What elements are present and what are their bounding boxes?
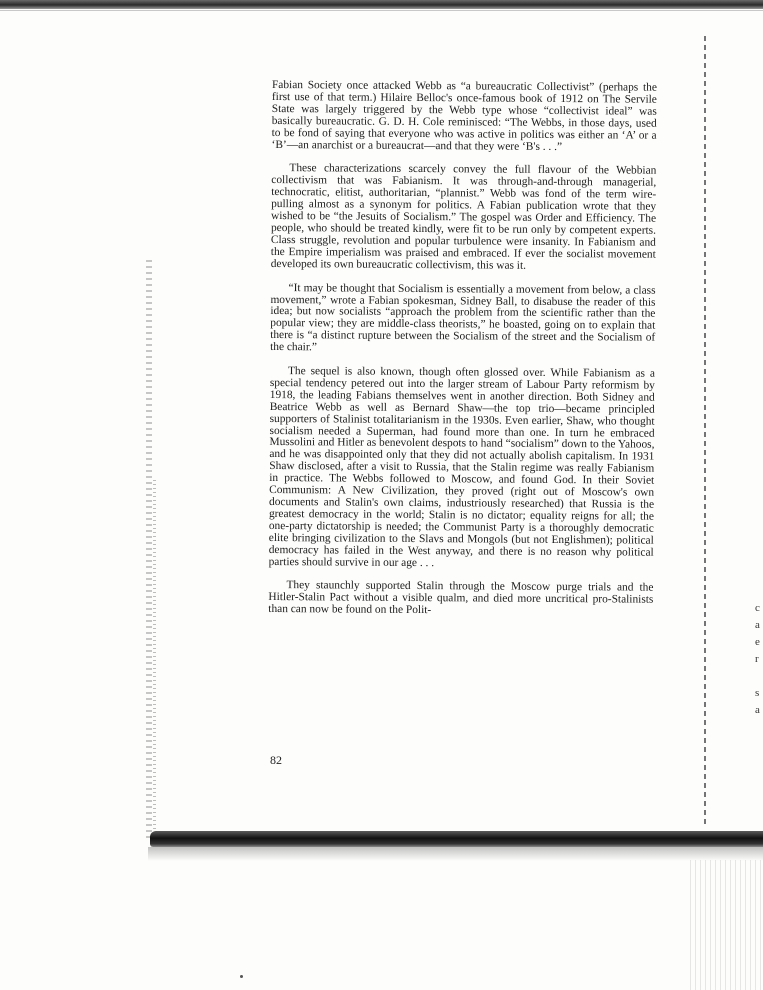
scan-speck [240,975,243,978]
binding-gutter-marks [146,260,152,840]
scan-corner-noise [690,860,763,990]
edge-fragment [755,668,763,685]
paragraph: These characterizations scarcely convey the full flavour of the Webbian collectivism that was Fabianism. It was through-and-through managerial, technocratic, elitist, authoritarian, “plannist.” Webb was fond of the term wire-pulling almost as a synonym for politics. A Fabian publication wrote that they wished to be “the Jesuits of Socialism.” The gospel was Order and Efficiency. The people, who should be treated kindly, were fit to be run only by competent experts. Class struggle, revolution and popular turbulence were insanity. In Fabianism and the Empire imperialism was praised and embraced. If ever the socialist movement developed its own bureaucratic collectivism, this was it. [270,162,657,272]
page-number: 82 [270,753,282,767]
paragraph: Fabian Society once attacked Webb as “a bureaucratic Collectivist” (perhaps the first use of that term.) Hilaire Belloc's once-famous book of 1912 on The Servile State was largely triggered by the Webb type whose “collectivist ideal” was basically bureaucratic. G. D. H. Cole reminisced: “The Webbs, in those days, used to be fond of saying that everyone who was active in politics was either an ‘A’ or a ‘B’—an anarchist or a bureaucrat—and that they were ‘B's . . .” [271,79,657,153]
scan-top-line [0,10,763,11]
body-text [268,80,657,631]
scan-bottom-shadow [148,847,763,861]
binding-gutter-marks-inner [153,480,156,840]
edge-fragment: e [755,636,760,648]
scan-bottom-edge [150,831,763,847]
scan-top-border [0,0,763,9]
edge-fragment: a [755,619,760,631]
edge-fragment: c [755,602,760,614]
facing-page-fragments [755,600,763,719]
edge-fragment: r [755,653,759,665]
paragraph: They staunchly supported Stalin through the Moscow purge trials and the Hitler-Stalin Pact without a visible qualm, and died more uncritical pro-Stalinists than can now be found on the Polit- [268,579,654,617]
edge-fragment: a [755,704,760,716]
page-edge-shadow [704,36,706,826]
paragraph: “It may be thought that Socialism is essentially a movement from below, a class movement,” wrote a Fabian spokesman, Sidney Ball, to disabuse the reader of this idea; but now socialists “approach the problem from the scientific rather than the popular view; they are middle-class theorists,” he boasted, going on to explain that there is “a distinct rupture between the Socialism of the street and the Socialism of the chair.” [270,281,656,354]
paragraph: The sequel is also known, though often glossed over. While Fabianism as a special tendency petered out into the larger stream of Labour Party reformism by 1918, the leading Fabians themselves went in another direction. Both Sidney and Beatrice Webb as well as Bernard Shaw—the top trio—became principled supporters of Stalinist totalitarianism in the 1930s. Even earlier, Shaw, who thought socialism needed a Superman, had found more than one. In turn he embraced Mussolini and Hitler as benevolent despots to hand “socialism” down to the Yahoos, and he was disappointed only that they did not actually abolish capitalism. In 1931 Shaw disclosed, after a visit to Russia, that the Stalin regime was really Fabianism in practice. The Webbs followed to Moscow, and found God. In their Soviet Communism: A New Civilization, they proved (right out of Moscow's own documents and Stalin's own claims, industriously researched) that Russia is the greatest democracy in the world; Stalin is no dictator; equality reigns for all; the one-party dictatorship is needed; the Communist Party is a thoroughly democratic elite bringing civilization to the Slavs and Mongols (but not Englishmen); political democracy has failed in the West anyway, and there is no reason why political parties should survive in our age . . . [268,365,656,569]
edge-fragment: s [755,687,760,699]
